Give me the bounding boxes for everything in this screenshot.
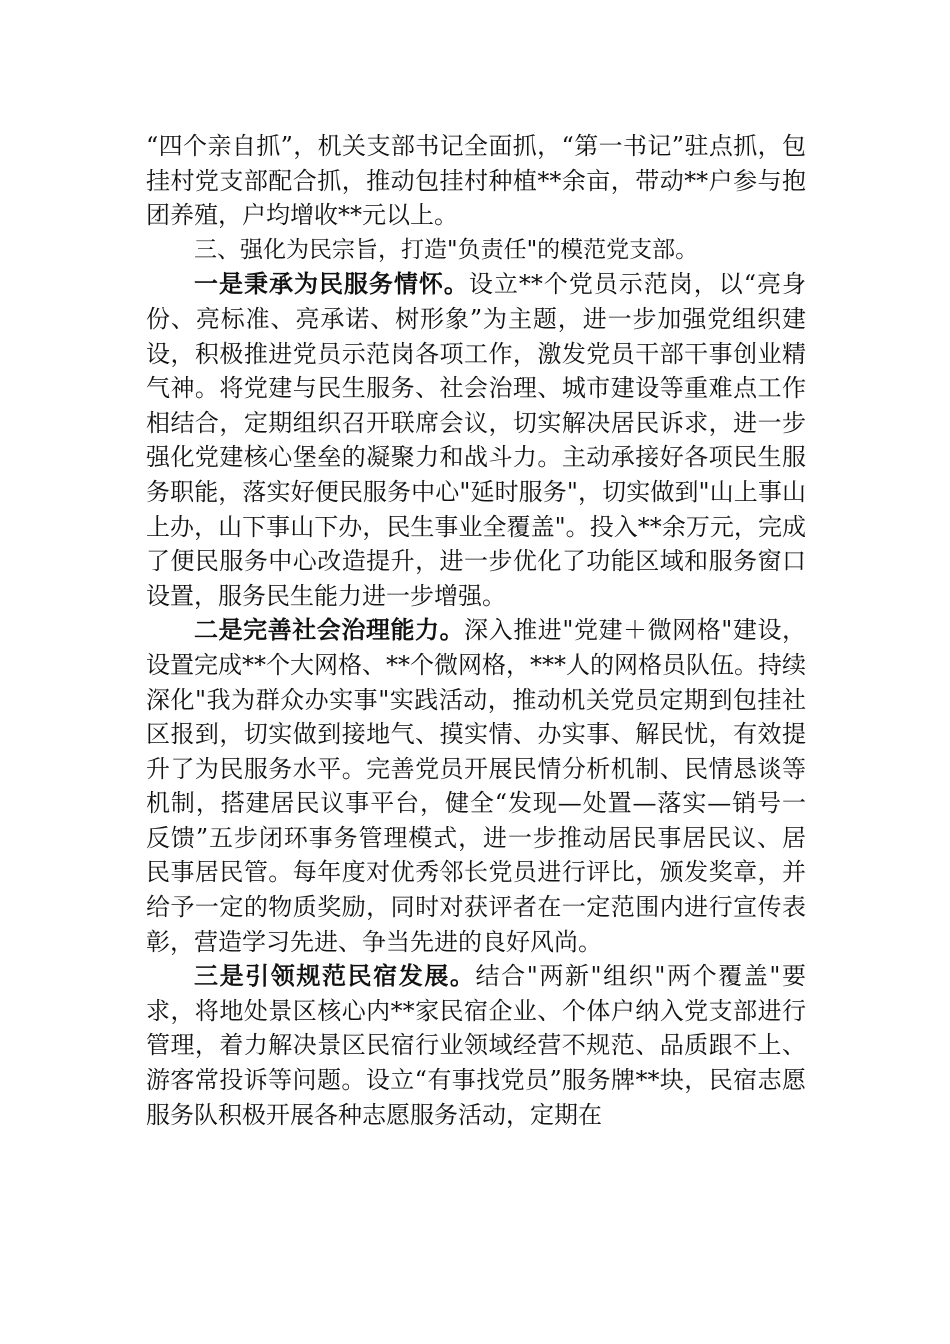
item-lead-1: 一是秉承为民服务情怀。 (194, 269, 469, 299)
item-body-2: 深入推进"党建＋微网格"建设，设置完成**个大网格、**个微网格，***人的网格员队伍。持续深化"我为群众办实事"实践活动，推动机关党员定期到包挂社区报到，切实做到接地气、摸实情、办实事、解民忧，有效提升了为民服务水平。完善党员开展民情分析机制、民情恳谈等机制，搭建居民议事平台，健全“发现—处置—落实—销号一反馈”五步闭环事务管理模式，进一步推动居民事居民议、居民事居民管。每年度对优秀邻长党员进行评比，颁发奖章，并给予一定的物质奖励，同时对获评者在一定范围内进行宣传表彰，营造学习先进、争当先进的良好风尚。 (146, 616, 806, 956)
item-lead-3: 三是引领规范民宿发展。 (194, 961, 476, 991)
section-heading: 三、强化为民宗旨，打造"负责任"的模范党支部。 (194, 236, 699, 263)
continuation-paragraph: “四个亲自抓”，机关支部书记全面抓，“第一书记”驻点抓，包挂村党支部配合抓，推动包挂村种植**余亩，带动**户参与抱团养殖，户均增收**元以上。 (146, 132, 806, 230)
item-paragraph-1 (146, 267, 806, 613)
item-body-1: 设立**个党员示范岗，以“亮身份、亮标准、亮承诺、树形象”为主题，进一步加强党组织建设，积极推进党员示范岗各项工作，激发党员干部干事创业精气神。将党建与民生服务、社会治理、城市建设等重难点工作相结合，定期组织召开联席会议，切实解决居民诉求，进一步强化党建核心堡垒的凝聚力和战斗力。主动承接好各项民生服务职能，落实好便民服务中心"延时服务"，切实做到"山上事山上办，山下事山下办，民生事业全覆盖"。投入**余万元，完成了便民服务中心改造提升，进一步优化了功能区域和服务窗口设置，服务民生能力进一步增强。 (146, 270, 806, 610)
document-body (146, 129, 806, 1132)
item-paragraph-3 (146, 959, 806, 1132)
item-body-3: 结合"两新"组织"两个覆盖"要求，将地处景区核心内**家民宿企业、个体户纳入党支部进行管理，着力解决景区民宿行业领域经营不规范、品质跟不上、游客常投诉等问题。设立“有事找党员”服务牌**块，民宿志愿服务队积极开展各种志愿服务活动，定期在 (146, 962, 806, 1129)
item-paragraph-2 (146, 613, 806, 959)
item-lead-2: 二是完善社会治理能力。 (194, 615, 465, 645)
